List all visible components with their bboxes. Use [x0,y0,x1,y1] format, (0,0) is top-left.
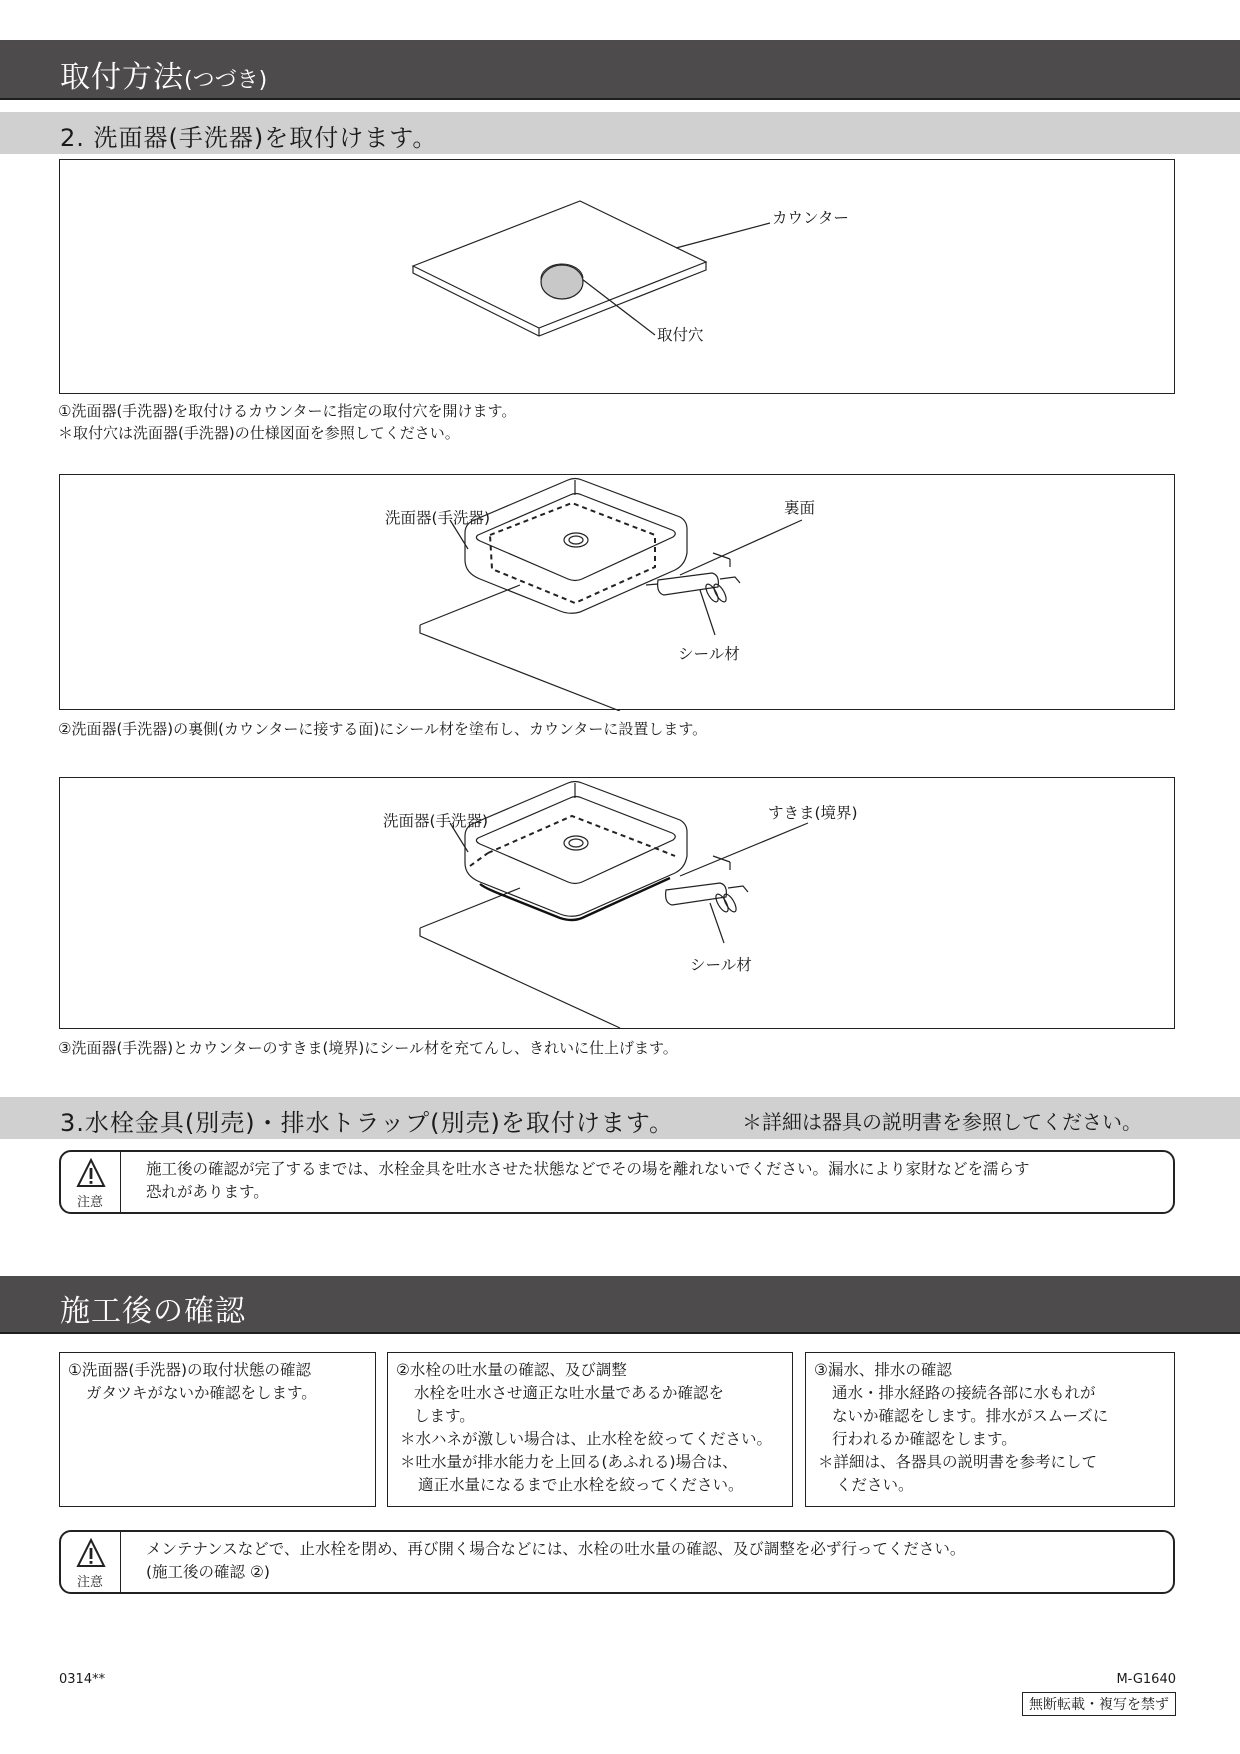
section-header-post-install-check [0,1276,1240,1334]
step3-note: ＊詳細は器具の説明書を参照してください。 [742,1110,1142,1134]
label-sealant: シール材 [678,645,740,663]
label-sealant: シール材 [690,956,752,974]
warning-triangle-icon [76,1538,106,1568]
section-title: 取付方法(つづき) [60,60,268,95]
step3-heading-band [0,1097,1240,1139]
label-back-surface: 裏面 [784,499,816,517]
label-mounting-hole: 取付穴 [657,326,704,344]
caution-text: メンテナンスなどで、止水栓を閉め、再び開く場合などには、水栓の吐水量の確認、及び調整を必ず行ってください。 (施工後の確認 ②) [146,1540,966,1581]
caption-step2-2: ②洗面器(手洗器)の裏側(カウンターに接する面)にシール材を塗布し、カウンターに設置します。 [58,720,708,738]
check-box-2: ②水栓の吐水量の確認、及び調整 水栓を吐水させ適正な吐水量であるか確認を します。 ＊水ハネが激しい場合は、止水栓を絞ってください。 ＊吐水量が排水能力を上回る(あふれる)場合は、 適正水量になるまで止水栓を絞ってください。 [387,1352,793,1507]
caution-icon-column [61,1152,121,1212]
caution-box-2 [59,1530,1175,1594]
caution-box-1 [59,1150,1175,1214]
warning-triangle-icon [76,1158,106,1188]
label-basin: 洗面器(手洗器) [385,509,491,527]
caption-step2-3: ③洗面器(手洗器)とカウンターのすきま(境界)にシール材を充てんし、きれいに仕上げます。 [58,1039,678,1057]
section-title: 施工後の確認 [60,1294,246,1329]
step2-heading-band [0,112,1240,154]
footer-model-code: M-G1640 [1116,1672,1176,1687]
caution-icon-column [61,1532,121,1592]
figure-apply-sealant [59,474,1175,710]
label-basin: 洗面器(手洗器) [383,812,489,830]
counter-hole-diagram [60,160,1176,395]
gap-filling-diagram [60,778,1176,1030]
sealant-application-diagram [60,475,1176,711]
figure-fill-gap [59,777,1175,1029]
caution-label: 注意 [76,1195,103,1210]
figure-counter-hole [59,159,1175,394]
caution-text: 施工後の確認が完了するまでは、水栓金具を吐水させた状態などでその場を離れないでください。漏水により家財などを濡らす 恐れがあります。 [146,1160,1030,1201]
step2-heading: 2. 洗面器(手洗器)を取付けます。 [60,124,438,152]
check-box-3: ③漏水、排水の確認 通水・排水経路の接続各部に水もれが ないか確認をします。排水がスムーズに 行われるか確認をします。 ＊詳細は、各器具の説明書を参考にして ください。 [805,1352,1175,1507]
check-box-1: ①洗面器(手洗器)の取付状態の確認 ガタツキがないか確認をします。 [59,1352,376,1507]
footer-code-left: 0314** [59,1672,106,1687]
label-counter: カウンター [772,209,849,227]
footer-copyright-stamp: 無断転載・複写を禁ず [1022,1692,1176,1716]
step3-heading: 3.水栓金具(別売)・排水トラップ(別売)を取付けます。 [60,1109,674,1137]
label-gap-boundary: すきま(境界) [768,804,858,822]
caption-step2-1: ①洗面器(手洗器)を取付けるカウンターに指定の取付穴を開けます。 ＊取付穴は洗面器(手洗器)の仕様図面を参照してください。 [58,402,517,442]
caution-label: 注意 [76,1575,103,1590]
section-header-installation [0,40,1240,100]
